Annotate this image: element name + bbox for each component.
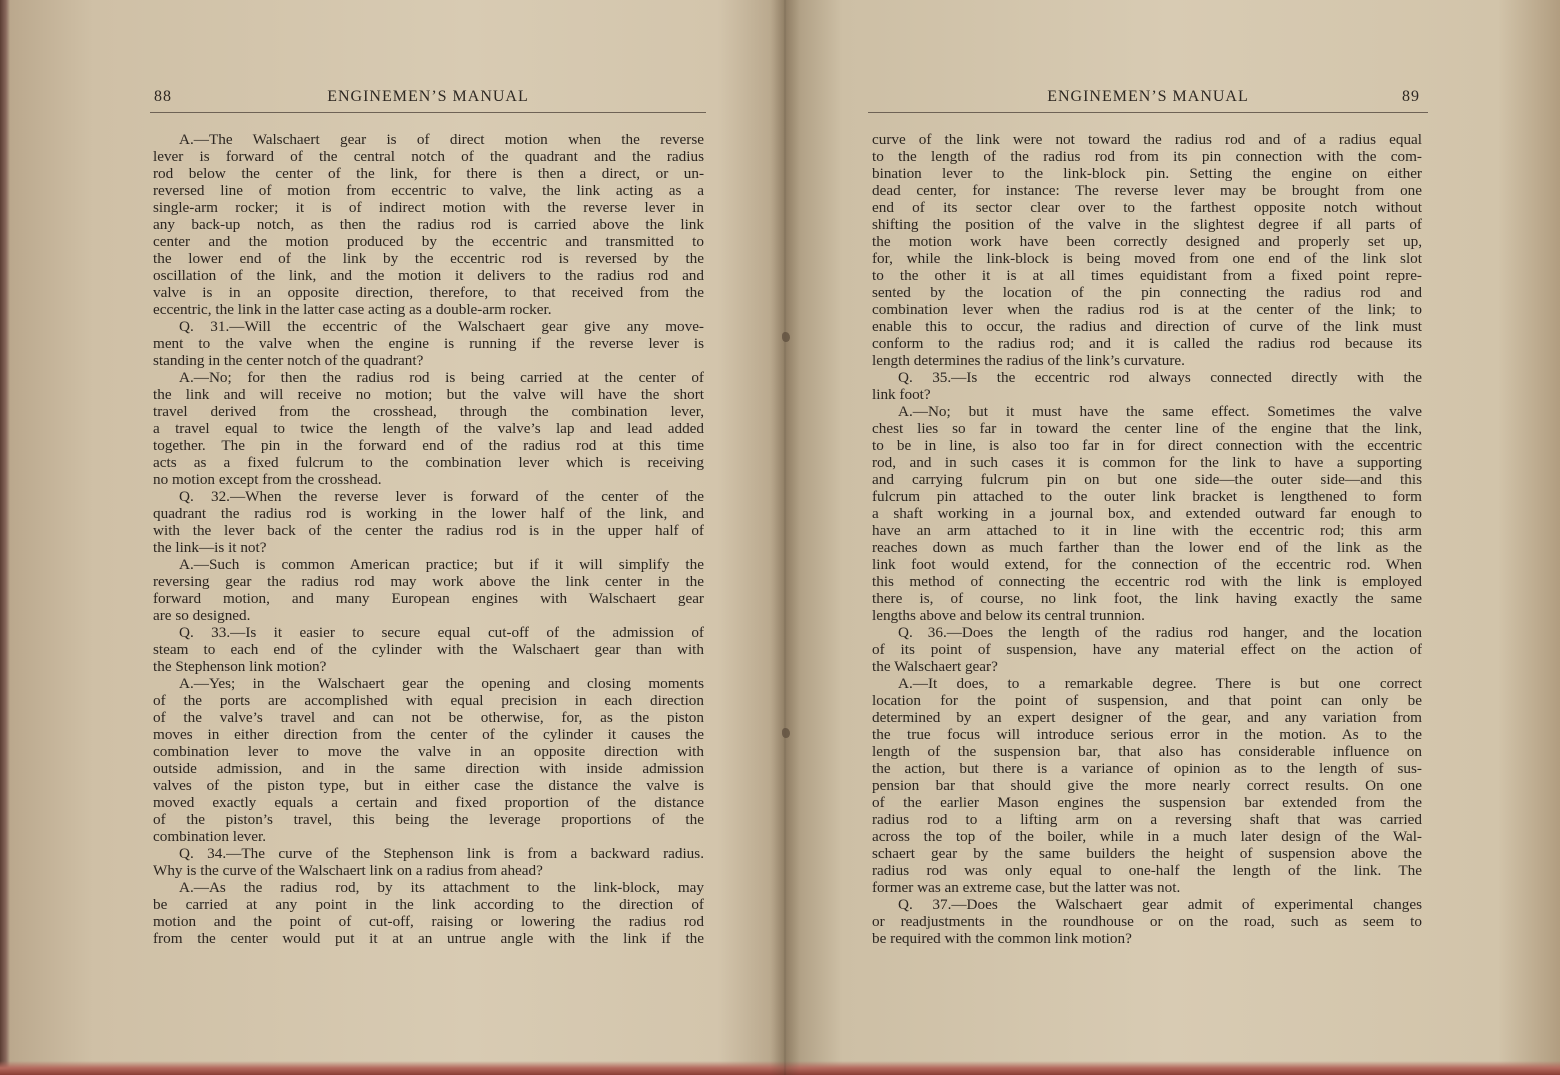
text-line: moved exactly equals a certain and fixed proportion of the distance — [153, 794, 704, 811]
text-line: there is, of course, no link foot, the link having exactly the same — [872, 590, 1422, 607]
text-line: the Stephenson link motion? — [153, 658, 327, 675]
text-line: standing in the center notch of the quadrant? — [153, 352, 424, 369]
text-line: Q. 34.—The curve of the Stephenson link is from a backward radius. — [179, 845, 704, 862]
running-head: ENGINEMEN’S MANUAL — [327, 88, 529, 105]
text-line: radius rod to a lifting arm on a reversing shaft that was carried — [872, 811, 1422, 828]
text-line: for, while the link-block is being moved from one end of the link slot — [872, 250, 1422, 267]
text-line: shifting the position of the valve in the slightest degree if all parts of — [872, 216, 1422, 233]
text-line: oscillation of the link, and the motion it delivers to the radius rod and — [153, 267, 704, 284]
text-line: to be in line, is also too far in for direct connection with the eccentric — [872, 437, 1422, 454]
text-line: location for the point of suspension, and that point can only be — [872, 692, 1422, 709]
text-line: or readjustments in the roundhouse or on the road, such as seem to — [872, 913, 1422, 930]
text-line: outside admission, and in the same direction with inside admission — [153, 760, 704, 777]
text-line: link foot? — [872, 386, 931, 403]
page-body-text — [872, 131, 1422, 947]
text-line: the link and will receive no motion; but the valve will have the short — [153, 386, 704, 403]
text-line: with the lever back of the center the radius rod is in the upper half of — [153, 522, 704, 539]
text-line: valves of the piston type, but in either case the distance the valve is — [153, 777, 704, 794]
text-line: acts as a fixed fulcrum to the combination lever which is receiving — [153, 454, 704, 471]
text-line: reversing gear the radius rod may work above the link center in the — [153, 573, 704, 590]
text-line: enable this to occur, the radius and direction of curve of the link must — [872, 318, 1422, 335]
text-line: a travel equal to twice the length of the valve’s lap and lead added — [153, 420, 704, 437]
text-line: Why is the curve of the Walschaert link on a radius from ahead? — [153, 862, 543, 879]
text-line: bination lever to the link-block pin. Setting the engine on either — [872, 165, 1422, 182]
text-line: combination lever. — [153, 828, 267, 845]
text-line: A.—No; but it must have the same effect. Sometimes the valve — [898, 403, 1422, 420]
text-line: to the length of the radius rod from its pin connection with the com- — [872, 148, 1422, 165]
text-line: A.—It does, to a remarkable degree. There is but one correct — [898, 675, 1422, 692]
text-line: combination lever when the radius rod is at the center of the link; to — [872, 301, 1422, 318]
text-line: link foot would extend, for the connection of the eccentric rod. When — [872, 556, 1422, 573]
text-line: from the center would put it at an untrue angle with the link if the — [153, 930, 704, 947]
text-line: lengths above and below its central trunnion. — [872, 607, 1145, 624]
text-line: are so designed. — [153, 607, 251, 624]
text-line: moves in either direction from the center of the cylinder it causes the — [153, 726, 704, 743]
text-line: the Walschaert gear? — [872, 658, 998, 675]
page-number: 88 — [154, 88, 172, 105]
text-line: A.—The Walschaert gear is of direct motion when the reverse — [179, 131, 704, 148]
text-line: this method of connecting the eccentric rod with the link is employed — [872, 573, 1422, 590]
text-line: Q. 35.—Is the eccentric rod always connected directly with the — [898, 369, 1422, 386]
text-line: schaert gear by the same builders the height of suspension above the — [872, 845, 1422, 862]
text-line: and carrying fulcrum pin on but one side—the outer side—and this — [872, 471, 1422, 488]
text-line: to the other it is at all times equidistant from a fixed point repre- — [872, 267, 1422, 284]
text-line: sented by the location of the pin connecting the radius rod and — [872, 284, 1422, 301]
text-line: have an arm attached to it in line with the eccentric rod; this arm — [872, 522, 1422, 539]
text-line: eccentric, the link in the latter case acting as a double-arm rocker. — [153, 301, 552, 318]
running-head: ENGINEMEN’S MANUAL — [1047, 88, 1249, 105]
text-line: single-arm rocker; it is of indirect motion with the reverse lever in — [153, 199, 704, 216]
text-line: the motion work have been correctly designed and properly set up, — [872, 233, 1422, 250]
text-line: Q. 31.—Will the eccentric of the Walschaert gear give any move- — [179, 318, 704, 335]
text-line: determined by an expert designer of the gear, and any variation from — [872, 709, 1422, 726]
text-line: Q. 36.—Does the length of the radius rod hanger, and the location — [898, 624, 1422, 641]
text-line: together. The pin in the forward end of the radius rod at this time — [153, 437, 704, 454]
text-line: lever is forward of the central notch of the quadrant and the radius — [153, 148, 704, 165]
text-line: the lower end of the link by the eccentric rod is reversed by the — [153, 250, 704, 267]
text-line: travel derived from the crosshead, through the combination lever, — [153, 403, 704, 420]
text-line: of the ports are accomplished with equal precision in each direction — [153, 692, 704, 709]
text-line: of its point of suspension, have any material effect on the action of — [872, 641, 1422, 658]
text-line: ment to the valve when the engine is running if the reverse lever is — [153, 335, 704, 352]
text-line: forward motion, and many European engines with Walschaert gear — [153, 590, 704, 607]
text-line: Q. 33.—Is it easier to secure equal cut-off of the admission of — [179, 624, 704, 641]
text-line: A.—Yes; in the Walschaert gear the opening and closing moments — [179, 675, 704, 692]
text-line: rod below the center of the link, for there is then a direct, or un- — [153, 165, 704, 182]
text-line: combination lever to move the valve in an opposite direction with — [153, 743, 704, 760]
text-line: no motion except from the crosshead. — [153, 471, 382, 488]
text-line: former was an extreme case, but the latter was not. — [872, 879, 1181, 896]
text-line: a shaft working in a journal box, and extended outward far enough to — [872, 505, 1422, 522]
text-line: quadrant the radius rod is working in the lower half of the link, and — [153, 505, 704, 522]
text-line: A.—Such is common American practice; but if it will simplify the — [179, 556, 704, 573]
text-line: the true focus will introduce serious error in the motion. As to the — [872, 726, 1422, 743]
text-line: chest lies so far in toward the center line of the engine that the link, — [872, 420, 1422, 437]
text-line: across the top of the boiler, while in a much later design of the Wal- — [872, 828, 1422, 845]
text-line: Q. 37.—Does the Walschaert gear admit of experimental changes — [898, 896, 1422, 913]
text-line: length of the suspension bar, that also has considerable influence on — [872, 743, 1422, 760]
text-line: curve of the link were not toward the radius rod and of a radius equal — [872, 131, 1422, 148]
text-line: be required with the common link motion? — [872, 930, 1132, 947]
text-line: fulcrum pin attached to the outer link bracket is lengthened to form — [872, 488, 1422, 505]
text-line: of the valve’s travel and can not be otherwise, for, as the piston — [153, 709, 704, 726]
text-line: the link—is it not? — [153, 539, 267, 556]
text-line: A.—No; for then the radius rod is being carried at the center of — [179, 369, 704, 386]
text-line: motion and the point of cut-off, raising or lowering the radius rod — [153, 913, 704, 930]
text-line: center and the motion produced by the eccentric and transmitted to — [153, 233, 704, 250]
text-line: of the earlier Mason engines the suspension bar extended from the — [872, 794, 1422, 811]
text-line: pension bar that should give the more nearly correct results. On one — [872, 777, 1422, 794]
text-line: reaches down as much farther than the lower end of the link as the — [872, 539, 1422, 556]
text-line: valve is in an opposite direction, therefore, to that received from the — [153, 284, 704, 301]
text-line: radius rod was only equal to one-half the length of the link. The — [872, 862, 1422, 879]
text-line: length determines the radius of the link’s curvature. — [872, 352, 1185, 369]
header-rule — [868, 112, 1428, 113]
text-line: Q. 32.—When the reverse lever is forward of the center of the — [179, 488, 704, 505]
page-header — [150, 86, 706, 110]
page-body-text — [153, 131, 704, 947]
text-line: be carried at any point in the link according to the direction of — [153, 896, 704, 913]
text-line: the action, but there is a variance of opinion as to the length of sus- — [872, 760, 1422, 777]
text-line: steam to each end of the cylinder with the Walschaert gear than with — [153, 641, 704, 658]
text-line: any back-up notch, as then the radius rod is carried above the link — [153, 216, 704, 233]
text-line: dead center, for instance: The reverse lever may be brought from one — [872, 182, 1422, 199]
page-header — [868, 86, 1428, 110]
text-line: end of its sector clear over to the farthest opposite notch without — [872, 199, 1422, 216]
text-line: A.—As the radius rod, by its attachment to the link-block, may — [179, 879, 704, 896]
header-rule — [150, 112, 706, 113]
right-page — [780, 0, 1560, 1075]
page-number: 89 — [1402, 88, 1420, 105]
text-line: reversed line of motion from eccentric to valve, the link acting as a — [153, 182, 704, 199]
text-line: of the piston’s travel, this being the leverage proportions of the — [153, 811, 704, 828]
text-line: conform to the radius rod; and it is called the radius rod because its — [872, 335, 1422, 352]
text-line: rod, and in such cases it is common for the link to have a supporting — [872, 454, 1422, 471]
